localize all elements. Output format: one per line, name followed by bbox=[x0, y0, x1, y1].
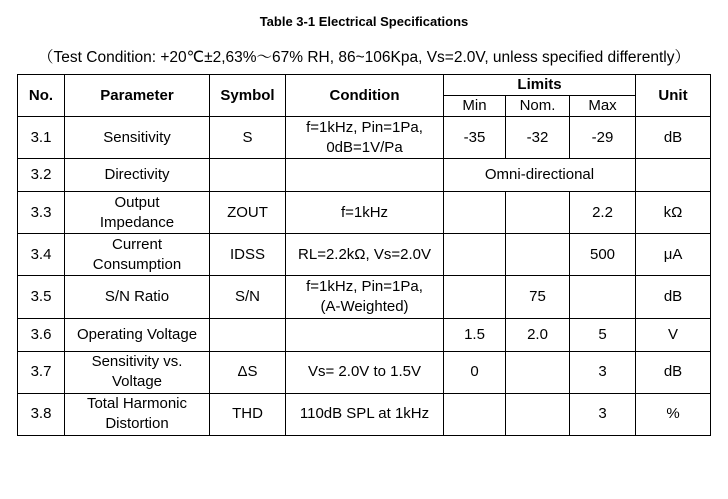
cell-nom: 75 bbox=[506, 276, 570, 318]
cell-condition-line2: (A-Weighted) bbox=[320, 298, 409, 316]
cell-no: 3.5 bbox=[18, 276, 65, 318]
cell-parameter-line1: Current bbox=[111, 235, 163, 253]
cell-nom: -32 bbox=[506, 117, 570, 159]
cell-max: 3 bbox=[570, 393, 636, 435]
cell-unit: dB bbox=[636, 351, 711, 393]
table-row bbox=[18, 117, 711, 159]
cell-parameter-line1: Output bbox=[114, 193, 160, 211]
cell-symbol: S/N bbox=[210, 276, 286, 318]
cell-nom bbox=[506, 234, 570, 276]
table-body bbox=[18, 117, 711, 436]
cell-min bbox=[444, 234, 506, 276]
cell-condition bbox=[286, 351, 444, 393]
header-parameter: Parameter bbox=[65, 75, 210, 117]
cell-condition bbox=[286, 117, 444, 159]
cell-min bbox=[444, 192, 506, 234]
cell-no: 3.8 bbox=[18, 393, 65, 435]
cell-condition-line1: f=1kHz, Pin=1Pa, bbox=[306, 118, 423, 136]
cell-condition bbox=[286, 159, 444, 192]
cell-symbol bbox=[210, 318, 286, 351]
cell-no: 3.4 bbox=[18, 234, 65, 276]
cell-symbol: S bbox=[210, 117, 286, 159]
cell-condition-line1: f=1kHz bbox=[340, 203, 389, 221]
cell-parameter bbox=[65, 234, 210, 276]
cell-no: 3.6 bbox=[18, 318, 65, 351]
cell-parameter-line2: Consumption bbox=[92, 255, 182, 273]
cell-no: 3.7 bbox=[18, 351, 65, 393]
cell-symbol bbox=[210, 159, 286, 192]
cell-min: -35 bbox=[444, 117, 506, 159]
table-row bbox=[18, 159, 711, 192]
cell-parameter-line1: Directivity bbox=[104, 166, 170, 184]
cell-parameter-line1: Operating Voltage bbox=[76, 325, 198, 343]
cell-unit: dB bbox=[636, 276, 711, 318]
cell-max bbox=[570, 276, 636, 318]
table-row bbox=[18, 318, 711, 351]
cell-max: 5 bbox=[570, 318, 636, 351]
header-unit: Unit bbox=[636, 75, 711, 117]
cell-limits-span: Omni-directional bbox=[444, 159, 636, 192]
cell-unit: dB bbox=[636, 117, 711, 159]
cell-parameter-line2: Voltage bbox=[111, 373, 163, 391]
cell-nom: 2.0 bbox=[506, 318, 570, 351]
cell-condition-line1: 110dB SPL at 1kHz bbox=[299, 405, 430, 423]
cell-condition bbox=[286, 393, 444, 435]
cell-nom bbox=[506, 351, 570, 393]
header-max: Max bbox=[570, 96, 636, 117]
cell-parameter-line1: Sensitivity vs. bbox=[91, 353, 183, 371]
cell-unit bbox=[636, 159, 711, 192]
cell-parameter bbox=[65, 318, 210, 351]
cell-condition-line2: 0dB=1V/Pa bbox=[326, 138, 403, 156]
cell-parameter bbox=[65, 393, 210, 435]
cell-no: 3.3 bbox=[18, 192, 65, 234]
cell-parameter-line2: Distortion bbox=[105, 415, 169, 433]
cell-condition-line1: f=1kHz, Pin=1Pa, bbox=[306, 278, 423, 296]
cell-nom bbox=[506, 393, 570, 435]
cell-parameter-line1: Total Harmonic bbox=[86, 395, 188, 413]
cell-max: 500 bbox=[570, 234, 636, 276]
cell-condition-line1: Vs= 2.0V to 1.5V bbox=[308, 363, 421, 381]
cell-condition bbox=[286, 276, 444, 318]
cell-condition bbox=[286, 234, 444, 276]
header-min: Min bbox=[444, 96, 506, 117]
cell-parameter bbox=[65, 117, 210, 159]
table-row bbox=[18, 276, 711, 318]
cell-symbol: THD bbox=[210, 393, 286, 435]
cell-symbol: ZOUT bbox=[210, 192, 286, 234]
cell-nom bbox=[506, 192, 570, 234]
cell-symbol: IDSS bbox=[210, 234, 286, 276]
cell-min: 1.5 bbox=[444, 318, 506, 351]
cell-min bbox=[444, 393, 506, 435]
header-nom: Nom. bbox=[506, 96, 570, 117]
table-title: Table 3-1 Electrical Specifications bbox=[259, 14, 469, 29]
cell-unit: μA bbox=[636, 234, 711, 276]
cell-max: 3 bbox=[570, 351, 636, 393]
table-row bbox=[18, 192, 711, 234]
header-no: No. bbox=[18, 75, 65, 117]
electrical-specifications-table bbox=[17, 74, 711, 436]
cell-min bbox=[444, 276, 506, 318]
cell-parameter-line1: S/N Ratio bbox=[104, 288, 170, 306]
cell-parameter bbox=[65, 192, 210, 234]
test-condition-note: （Test Condition: +20℃±2,63%～67% RH, 86~106Kpa, Vs=2.0V, unless specified differently） bbox=[38, 49, 690, 66]
cell-parameter-line2: Impedance bbox=[99, 213, 175, 231]
cell-max: 2.2 bbox=[570, 192, 636, 234]
cell-no: 3.1 bbox=[18, 117, 65, 159]
cell-condition bbox=[286, 192, 444, 234]
cell-parameter bbox=[65, 276, 210, 318]
cell-unit: % bbox=[636, 393, 711, 435]
table-row bbox=[18, 351, 711, 393]
header-limits: Limits bbox=[444, 75, 636, 96]
cell-condition-line1: RL=2.2kΩ, Vs=2.0V bbox=[298, 245, 431, 263]
cell-symbol: ΔS bbox=[210, 351, 286, 393]
table-row bbox=[18, 393, 711, 435]
header-condition: Condition bbox=[286, 75, 444, 117]
cell-unit: kΩ bbox=[636, 192, 711, 234]
cell-parameter bbox=[65, 159, 210, 192]
cell-no: 3.2 bbox=[18, 159, 65, 192]
cell-condition bbox=[286, 318, 444, 351]
header-symbol: Symbol bbox=[210, 75, 286, 117]
cell-parameter-line1: Sensitivity bbox=[103, 128, 171, 146]
cell-unit: V bbox=[636, 318, 711, 351]
cell-parameter bbox=[65, 351, 210, 393]
cell-min: 0 bbox=[444, 351, 506, 393]
cell-max: -29 bbox=[570, 117, 636, 159]
table-row bbox=[18, 234, 711, 276]
